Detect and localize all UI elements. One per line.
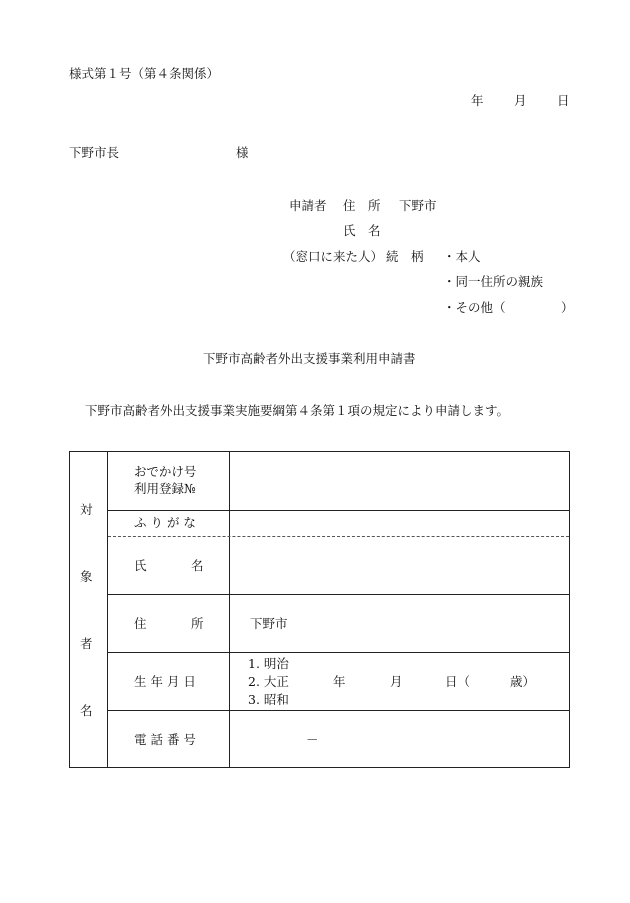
applicant-address-label: 住 所 [343, 198, 381, 213]
row-divider [108, 510, 569, 511]
date-month-label: 月 [514, 93, 527, 108]
side-header-char: 名 [80, 703, 93, 718]
document-body: 下野市高齢者外出支援事業実施要綱第４条第１項の規定により申請します。 [85, 403, 510, 418]
row-divider [108, 710, 569, 711]
visitor-note: （窓口に来た人） [283, 249, 384, 264]
relation-label: 続 柄 [386, 249, 424, 264]
applicant-detail-table [69, 451, 570, 768]
name-label-char2: 名 [191, 558, 204, 573]
document-title: 下野市高齢者外出支援事業利用申請書 [203, 351, 416, 366]
applicant-role: 申請者 [289, 198, 327, 213]
applicant-address-value: 下野市 [399, 198, 437, 213]
date-day-label: 日 [557, 93, 570, 108]
address-label-char1: 住 [134, 616, 147, 631]
addressee-honorific: 様 [236, 145, 249, 160]
address-label-char2: 所 [191, 616, 204, 631]
relation-option-family: ・同一住所の親族 [443, 274, 544, 289]
relation-option-self: ・本人 [443, 249, 481, 264]
date-year-label: 年 [471, 93, 484, 108]
column-divider-label [229, 452, 230, 767]
birth-year-label: 年 [333, 674, 346, 689]
era-option-meiji: 1. 明治 [248, 656, 289, 671]
row-divider [108, 652, 569, 653]
registration-label-line1: おでかけ号 [134, 464, 197, 479]
relation-option-other-close: ） [561, 300, 574, 315]
registration-label-line2: 利用登録№ [134, 481, 196, 496]
birth-month-label: 月 [390, 674, 403, 689]
name-label-char1: 氏 [134, 558, 147, 573]
form-number: 様式第１号（第４条関係） [69, 66, 220, 81]
furigana-label: ふ り が な [134, 515, 196, 530]
column-divider-side [107, 452, 108, 767]
birth-day-label: 日（ [445, 674, 471, 689]
era-option-showa: 3. 昭和 [248, 692, 289, 707]
row-divider [108, 594, 569, 595]
row-divider-dashed [108, 536, 569, 537]
applicant-name-label: 氏 名 [343, 223, 381, 238]
address-value: 下野市 [250, 616, 288, 631]
side-header-char: 対 [80, 502, 93, 517]
era-option-taisho: 2. 大正 [248, 674, 289, 689]
side-header-char: 者 [80, 636, 93, 651]
phone-separator: － [306, 732, 319, 747]
relation-option-other: ・その他（ [443, 300, 506, 315]
side-header-char: 象 [80, 569, 93, 584]
birth-age-label: 歳） [510, 674, 536, 689]
phone-label: 電 話 番 号 [134, 732, 196, 747]
birthdate-label: 生 年 月 日 [134, 674, 196, 689]
addressee-name: 下野市長 [69, 145, 120, 160]
